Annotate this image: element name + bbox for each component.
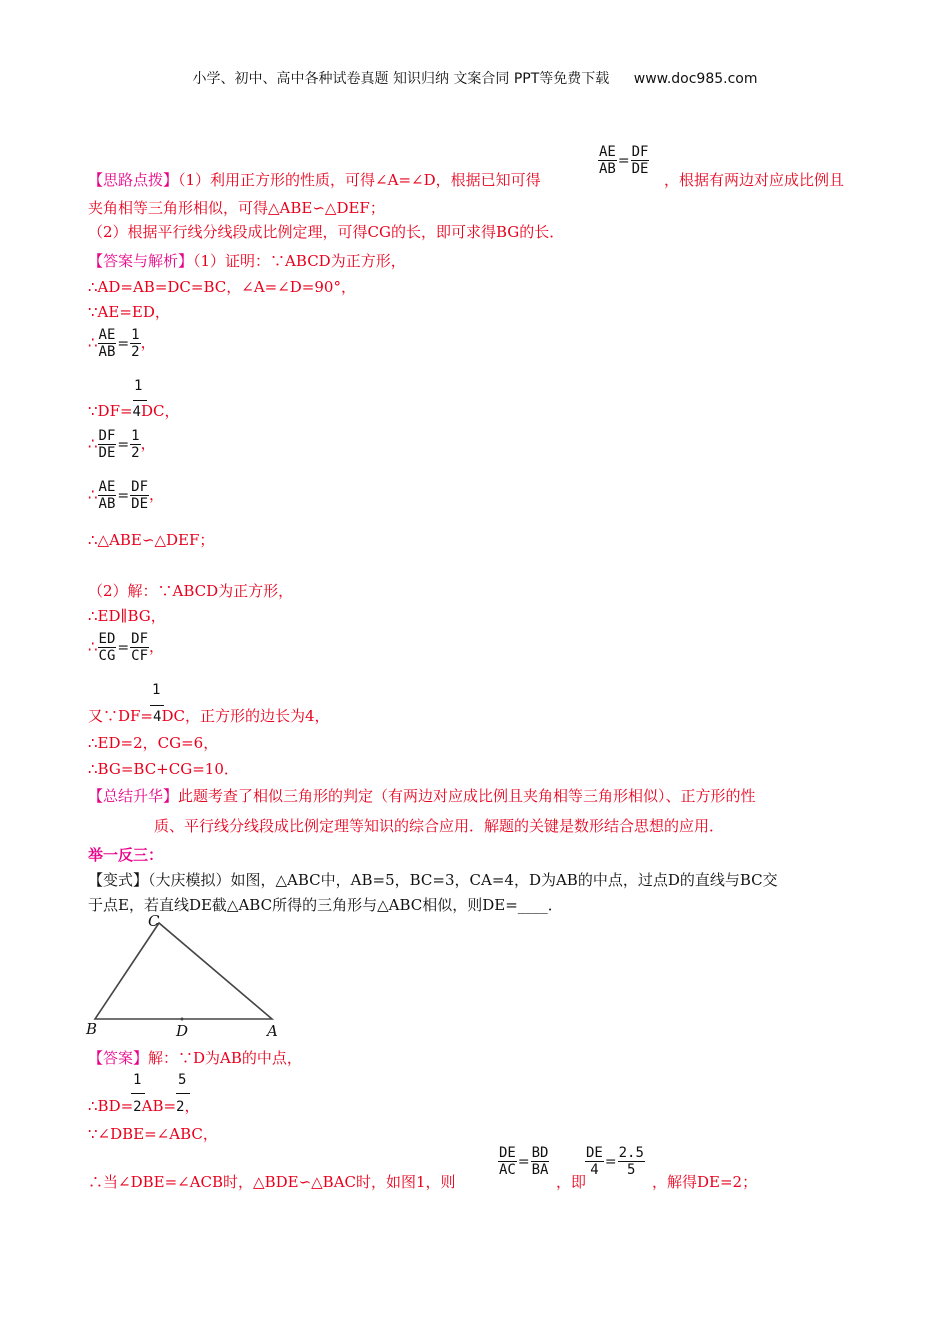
solution-l2: ∴BD=2AB=2， xyxy=(88,1097,200,1115)
answer-tag: 【答案与解析】 xyxy=(88,252,194,270)
answer-f4: ∴ $\frac{ED}{CG}$ = $\frac{DF}{CF}$ ， xyxy=(88,631,165,664)
answer-l2: ∵AE=ED， xyxy=(88,303,170,321)
summary-line1: 【总结升华】此题考查了相似三角形的判定（有两边对应成比例且夹角相等三角形相似）、正方形的性 xyxy=(88,787,756,805)
solution-l4a: ∴当∠DBE=∠ACB时，△BDE∽△BAC时，如图1，则 xyxy=(88,1173,456,1191)
header-site[interactable]: www.doc985.com xyxy=(633,71,758,87)
header-text: 小学、初中、高中各种试卷真题 知识归纳 文案合同 PPT等免费下载 xyxy=(192,71,610,87)
solution-fa: $\frac{DE}{AC}$ = $\frac{BD}{BA}$ xyxy=(499,1145,549,1178)
answer-l6-num: 1 xyxy=(152,682,161,698)
summary-tag: 【总结升华】 xyxy=(88,787,179,805)
answer-f2: ∴ $\frac{DF}{DE}$ = $\frac{1}{2}$ ， xyxy=(88,428,156,461)
answer-p1: 【答案与解析】（1）证明：∵ABCD为正方形， xyxy=(88,252,406,270)
solution-tag: 【答案】 xyxy=(88,1049,149,1067)
triangle-abc xyxy=(95,923,272,1019)
answer-l5: ∴ED∥BG， xyxy=(88,607,166,625)
solution-n1: 1 xyxy=(133,1072,142,1088)
point-d xyxy=(181,1018,184,1021)
summary-line2: 质、平行线分线段成比例定理等知识的综合应用．解题的关键是数形结合思想的应用． xyxy=(154,817,725,835)
answer-l7: ∴ED=2，CG=6， xyxy=(88,734,219,752)
label-c: C xyxy=(148,912,160,930)
answer-l3-num: 1 xyxy=(134,378,143,394)
answer-l3: ∵DF=4DC， xyxy=(88,402,180,420)
label-d: D xyxy=(176,1022,189,1040)
example-tag: 【变式】 xyxy=(88,871,149,889)
solution-n2: 5 xyxy=(178,1072,187,1088)
analysis-line1: 【思路点拨】（1）利用正方形的性质，可得∠A=∠D，根据已知可得 xyxy=(88,171,541,189)
answer-l4: ∴△ABE∽△DEF； xyxy=(88,531,215,549)
solution-bar1 xyxy=(131,1093,145,1094)
analysis-fraction: $\frac{AE}{AB}$ = $\frac{DF}{DE}$ xyxy=(599,144,649,177)
answer-p2: （2）解：∵ABCD为正方形， xyxy=(88,582,294,600)
analysis-line2: 夹角相等三角形相似，可得△ABE∽△DEF； xyxy=(88,199,385,217)
answer-l6-bar xyxy=(150,705,164,706)
example-heading: 举一反三： xyxy=(88,846,164,864)
solution-l4c: ，解得DE=2； xyxy=(652,1173,758,1191)
answer-f3: ∴ $\frac{AE}{AB}$ = $\frac{DF}{DE}$ ， xyxy=(88,479,165,512)
label-b: B xyxy=(86,1020,98,1038)
solution-l4b: ，即 xyxy=(556,1173,587,1191)
analysis-tag: 【思路点拨】 xyxy=(88,171,179,189)
answer-f1: ∴ $\frac{AE}{AB}$ = $\frac{1}{2}$ ， xyxy=(88,327,156,360)
answer-l3-bar xyxy=(133,400,147,401)
label-a: A xyxy=(267,1022,278,1040)
example-line2: 于点E，若直线DE截△ABC所得的三角形与△ABC相似，则DE=____． xyxy=(88,896,563,914)
analysis-line3: （2）根据平行线分线段成比例定理，可得CG的长，即可求得BG的长． xyxy=(88,223,565,241)
solution-bar2 xyxy=(176,1093,190,1094)
solution-l3: ∵∠DBE=∠ABC， xyxy=(88,1125,218,1143)
solution-fb: $\frac{DE}{4}$ = $\frac{2.5}{5}$ xyxy=(586,1145,644,1178)
answer-l6: 又∵DF=4DC，正方形的边长为4， xyxy=(88,707,330,725)
analysis-line1b: ，根据有两边对应成比例且 xyxy=(664,171,845,189)
solution-l1: 【答案】解：∵D为AB的中点， xyxy=(88,1049,302,1067)
example-line1: 【变式】（大庆模拟）如图，△ABC中，AB=5，BC=3，CA=4，D为AB的中点，过点D的直线与BC交 xyxy=(88,871,778,889)
answer-l8: ∴BG=BC+CG=10． xyxy=(88,760,239,778)
answer-l1: ∴AD=AB=DC=BC，∠A=∠D=90°， xyxy=(88,278,356,296)
page-header xyxy=(0,68,950,88)
